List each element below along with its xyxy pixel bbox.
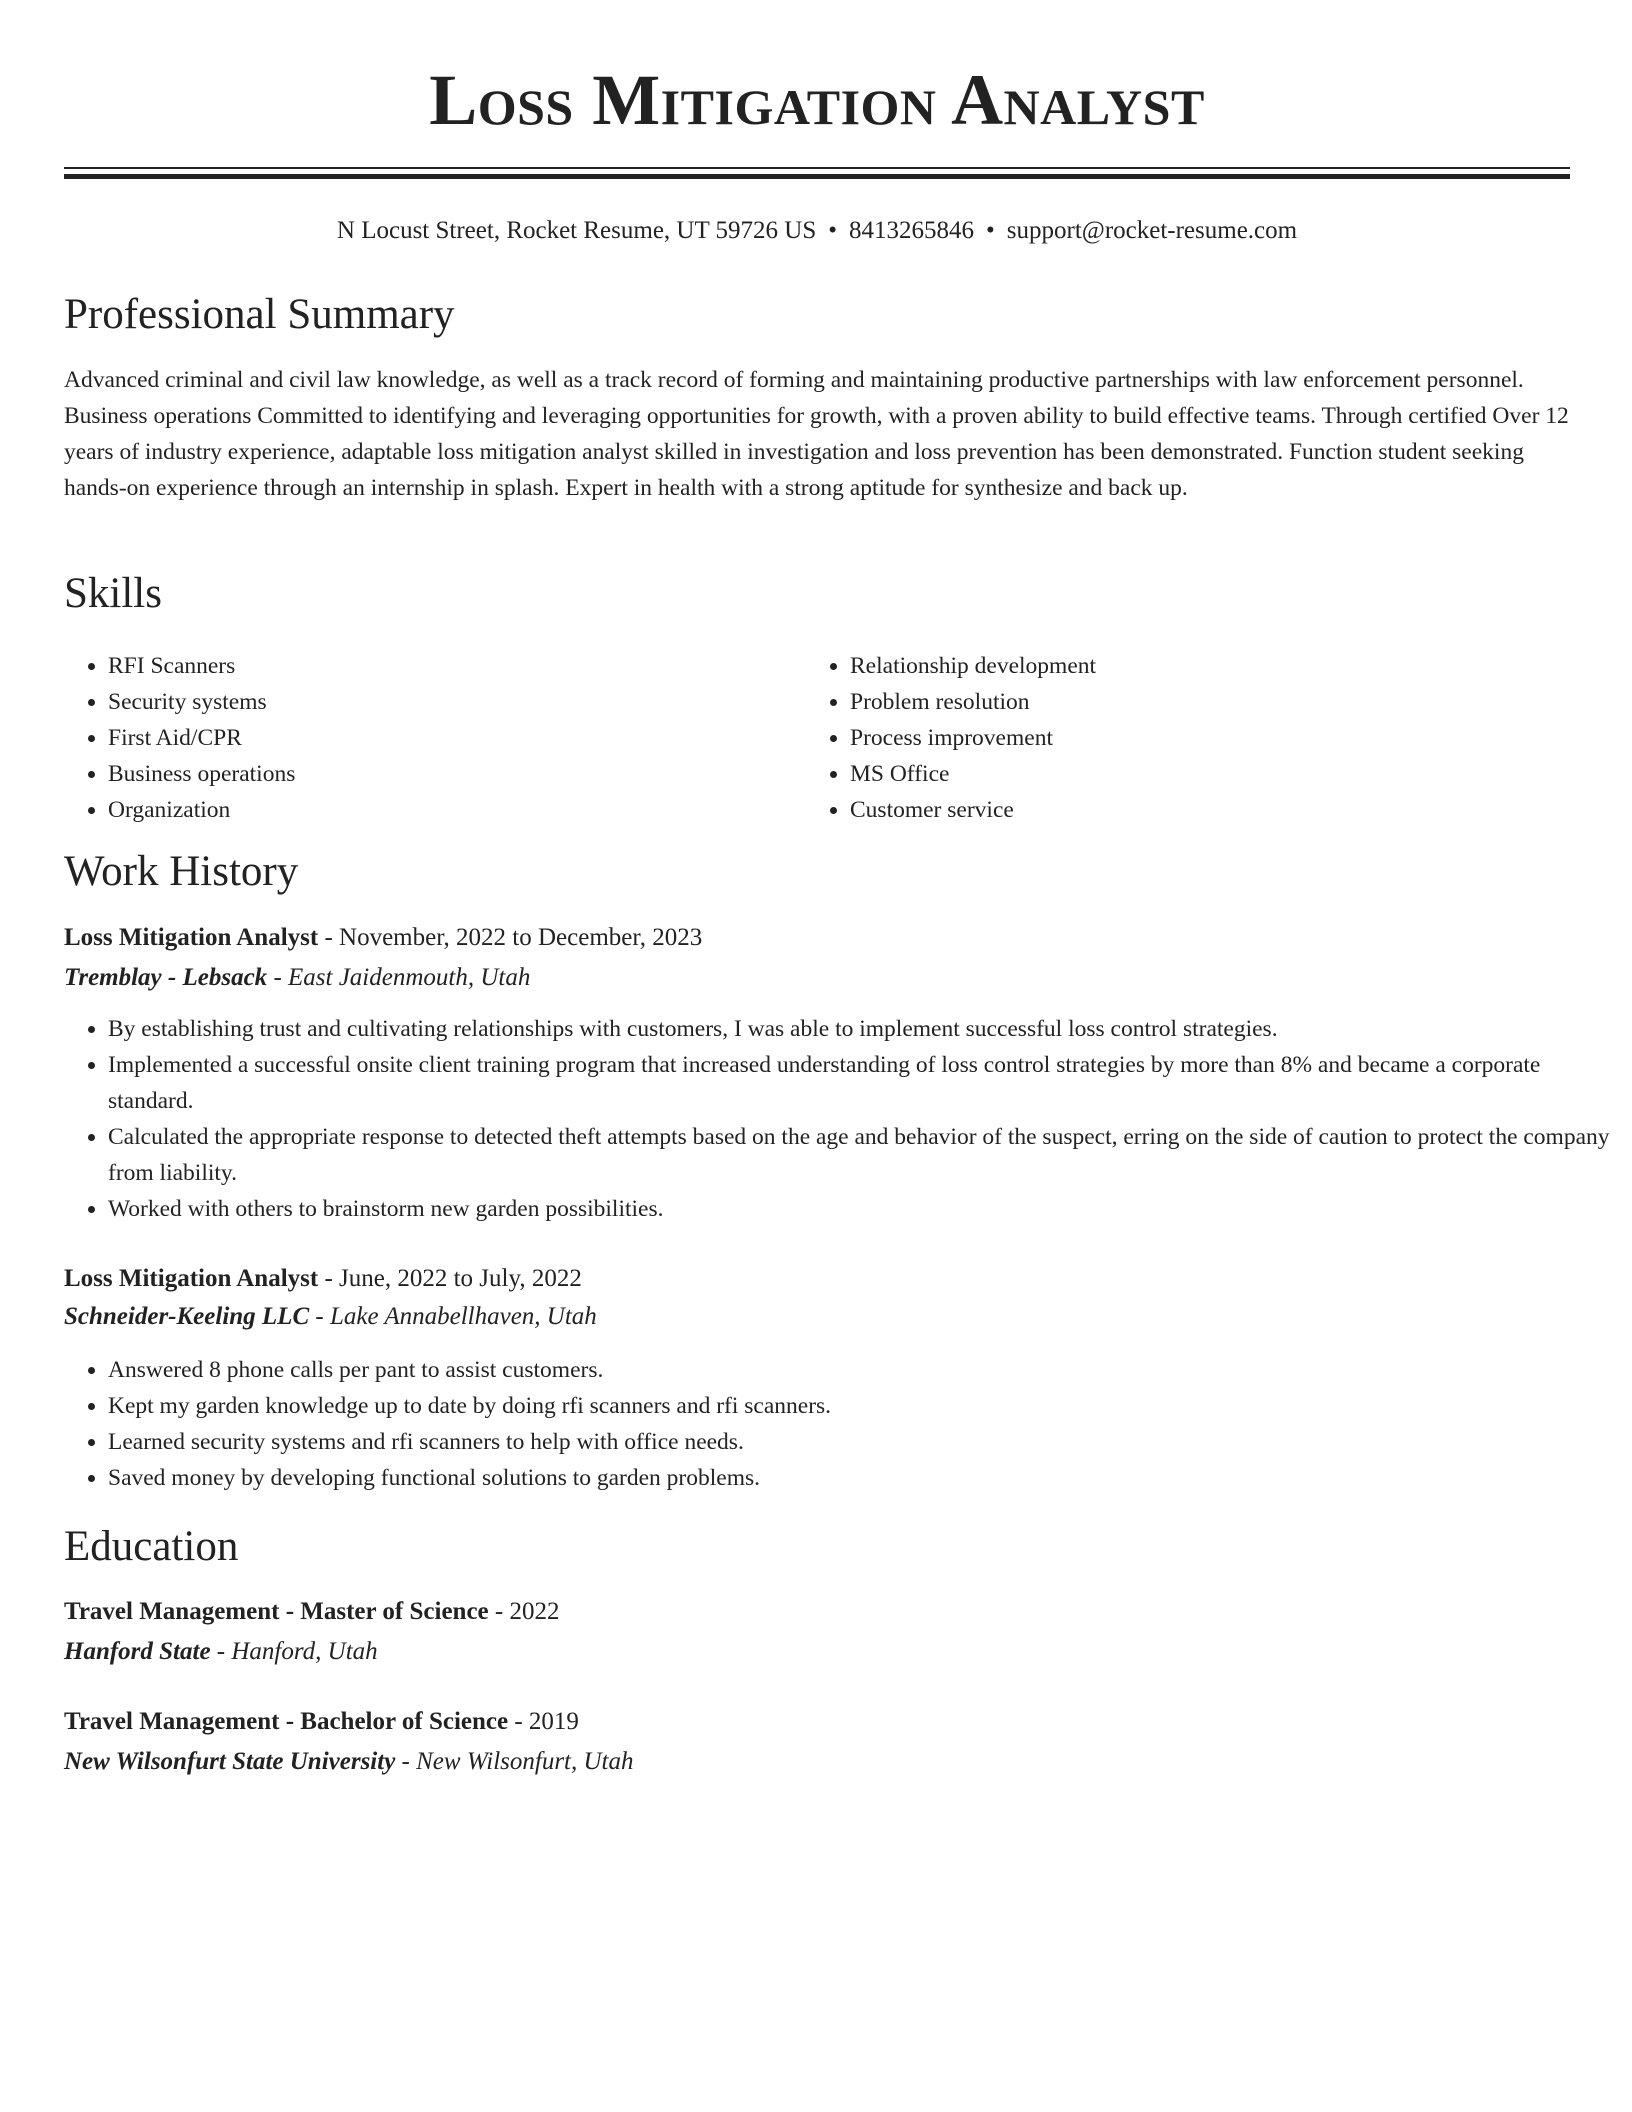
job-bullet: • Calculated the appropriate response to detected theft attempts based on the age and behavior of the suspect, erring on the side of caution to protect the company from liability.	[108, 1119, 1614, 1191]
education-2-school-line	[64, 1744, 634, 1780]
education-2-heading	[64, 1704, 579, 1740]
education-1-degree: Travel Management - Master of Science	[64, 1598, 489, 1625]
job-2-employer	[64, 1299, 597, 1335]
job-1-company: Tremblay - Lebsack	[64, 964, 268, 991]
education-1-heading	[64, 1594, 559, 1630]
resume-page	[64, 0, 1610, 1775]
job-2-role: Loss Mitigation Analyst	[64, 1265, 319, 1292]
job-1-bullets	[64, 1011, 1614, 1227]
contact-phone: 8413265846	[849, 217, 975, 244]
skill-item: • MS Office	[850, 756, 1096, 792]
contact-email: support@rocket-resume.com	[1006, 217, 1298, 244]
job-bullet: • Answered 8 phone calls per pant to assist customers.	[108, 1352, 1614, 1388]
job-2-location: - Lake Annabellhaven, Utah	[309, 1303, 597, 1330]
job-2-heading	[64, 1261, 582, 1297]
contact-line	[64, 214, 1570, 248]
job-bullet: • Implemented a successful onsite client training program that increased understanding of loss control strategies by more than 8% and became a corporate standard.	[108, 1047, 1614, 1119]
education-2-year: - 2019	[508, 1708, 579, 1735]
skill-item: • RFI Scanners	[108, 648, 295, 684]
contact-address: N Locust Street, Rocket Resume, UT 59726 US	[336, 217, 817, 244]
job-bullet: • Worked with others to brainstorm new garden possibilities.	[108, 1191, 1614, 1227]
section-title-work-history: Work History	[64, 848, 299, 895]
job-1-employer	[64, 960, 530, 996]
job-bullet: • Learned security systems and rfi scanners to help with office needs.	[108, 1424, 1614, 1460]
education-2-school: New Wilsonfurt State University	[64, 1748, 396, 1775]
skill-item: • Problem resolution	[850, 684, 1096, 720]
header-divider-thin	[64, 167, 1570, 169]
job-2-dates: - June, 2022 to July, 2022	[318, 1265, 582, 1292]
skill-item: • Process improvement	[850, 720, 1096, 756]
contact-separator: •	[828, 217, 838, 244]
contact-separator: •	[986, 217, 995, 244]
job-1-location: - East Jaidenmouth, Utah	[267, 964, 531, 991]
job-bullet: • Kept my garden knowledge up to date by doing rfi scanners and rfi scanners.	[108, 1388, 1614, 1424]
section-title-summary: Professional Summary	[64, 291, 455, 338]
section-title-education: Education	[64, 1523, 239, 1570]
skill-item: • Security systems	[108, 684, 295, 720]
header-divider-thick	[64, 174, 1570, 179]
job-bullet: • By establishing trust and cultivating relationships with customers, I was able to implement successful loss control strategies.	[108, 1011, 1614, 1047]
job-1-dates: - November, 2022 to December, 2023	[318, 924, 703, 951]
job-2-bullets	[64, 1352, 1614, 1496]
education-1-location: - Hanford, Utah	[210, 1638, 378, 1665]
section-title-skills: Skills	[64, 570, 162, 617]
skills-column-1	[64, 648, 295, 828]
resume-name: Loss Mitigation Analyst	[429, 60, 1205, 140]
education-2-degree: Travel Management - Bachelor of Science	[64, 1708, 509, 1735]
education-1-school: Hanford State	[64, 1638, 211, 1665]
education-1-school-line	[64, 1634, 378, 1670]
summary-text: Advanced criminal and civil law knowledge, as well as a track record of forming and maintaining productive partnerships with law enforcement personnel. Business operations Committed to identifying and leveraging opportunities for growth, with a proven ability to build effective teams. Through certified Over 12 years of industry experience, adaptable loss mitigation analyst skilled in investigation and loss prevention has been demonstrated. Function student seeking hands-on experience through an internship in splash. Expert in health with a strong aptitude for synthesize and back up.	[64, 367, 1569, 501]
skills-column-2	[806, 648, 1096, 828]
skill-item: • First Aid/CPR	[108, 720, 295, 756]
education-1-year: - 2022	[488, 1598, 560, 1625]
job-bullet: • Saved money by developing functional solutions to garden problems.	[108, 1460, 1614, 1496]
skill-item: • Business operations	[108, 756, 295, 792]
job-2-company: Schneider-Keeling LLC	[64, 1303, 310, 1330]
skill-item: • Customer service	[850, 792, 1096, 828]
education-2-location: - New Wilsonfurt, Utah	[395, 1748, 634, 1775]
skill-item: • Relationship development	[850, 648, 1096, 684]
skill-item: • Organization	[108, 792, 295, 828]
job-1-heading	[64, 920, 702, 956]
job-1-role: Loss Mitigation Analyst	[64, 924, 319, 951]
